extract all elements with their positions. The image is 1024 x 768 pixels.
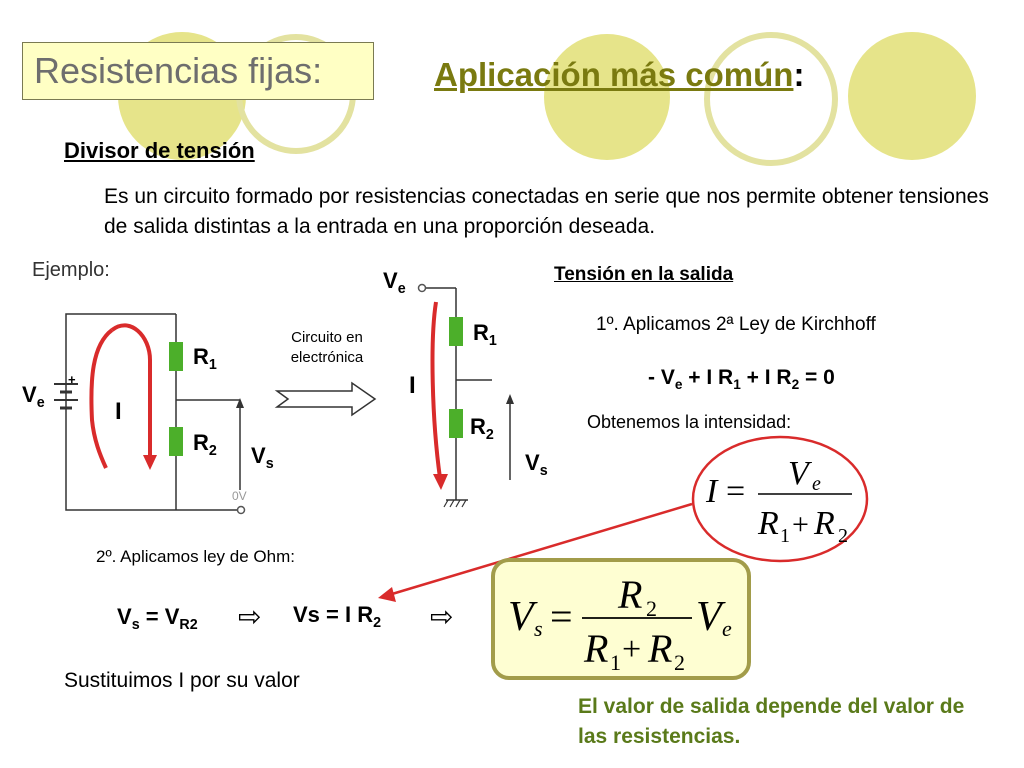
step1-text: 1º. Aplicamos 2ª Ley de Kirchhoff: [596, 314, 876, 335]
output-heading: Tensión en la salida: [554, 264, 734, 285]
right-r2-label: [470, 414, 494, 443]
f1-eq: =: [726, 473, 746, 510]
ohm-equation-2: [293, 602, 381, 631]
right-r1-text: R: [473, 320, 489, 345]
kirch-p1: - V: [648, 366, 675, 389]
substitute-text: Sustituimos I por su valor: [64, 669, 300, 692]
transform-label: Circuito en electrónica: [290, 329, 364, 366]
f2-eq: =: [550, 594, 573, 639]
left-ve-label: [22, 382, 45, 411]
left-vs-text: V: [251, 443, 266, 468]
left-r2-text: R: [193, 430, 209, 455]
left-r1-label: [193, 344, 217, 373]
intensity-label: Obtenemos la intensidad:: [587, 412, 792, 432]
right-r2-sub: 2: [485, 427, 494, 443]
transform-arrow: [277, 383, 375, 415]
kirch-s2: 1: [733, 376, 741, 392]
description-text: Es un circuito formado por resistencias conectadas en serie que nos permite obtener tensiones de salida distintas a la entrada en una proporción deseada.: [104, 185, 989, 238]
right-r1-sub: 1: [488, 333, 497, 349]
kirch-s3: 2: [791, 376, 800, 392]
f2-den1-sub: 1: [610, 650, 621, 674]
ohm2-a-sub: 2: [373, 615, 382, 631]
f2-mult-sub: e: [722, 616, 732, 641]
left-r2-sub: 2: [208, 443, 217, 459]
f1-den1: R: [758, 505, 779, 542]
left-ve-text: V: [22, 382, 37, 407]
right-r2-text: R: [470, 414, 486, 439]
kirch-s1: e: [674, 376, 683, 392]
f1-num-sub: e: [812, 473, 821, 495]
f2-num: R: [618, 572, 643, 617]
left-ve-sub: e: [36, 395, 45, 411]
right-r2-resistor: [449, 409, 463, 438]
kirch-p3: + I R: [740, 366, 792, 389]
f1-den1-sub: 1: [780, 525, 790, 547]
ohm-equation-1: [117, 604, 198, 633]
left-current-label: I: [115, 398, 122, 425]
right-r1-resistor: [449, 317, 463, 346]
f2-lhs-sub: s: [534, 616, 543, 641]
ohm2-a: Vs = I R: [293, 602, 374, 627]
final-formula: [500, 566, 744, 674]
f2-mult: V: [696, 594, 722, 640]
f1-num: V: [788, 455, 809, 492]
kirch-p4: = 0: [799, 366, 835, 389]
ohm1-eq: = V: [139, 604, 180, 629]
left-r1-text: R: [193, 344, 209, 369]
right-r1-label: [473, 320, 497, 349]
step2-text: 2º. Aplicamos ley de Ohm:: [96, 547, 295, 566]
ground-label: 0V: [232, 489, 247, 503]
f2-den1: R: [584, 626, 609, 671]
subtitle-colon: :: [793, 56, 805, 93]
left-r2-label: [193, 430, 217, 459]
f1-den2-sub: 2: [838, 525, 848, 547]
slide-title: Resistencias fijas:: [34, 50, 323, 91]
section-heading: Divisor de tensión: [64, 138, 255, 163]
ohm1-a: V: [117, 604, 132, 629]
f2-num-sub: 2: [646, 596, 657, 621]
right-vs-sub: s: [539, 463, 548, 479]
implies-arrow-1: ⇨: [238, 600, 262, 633]
kirch-p2: + I R: [682, 366, 734, 389]
example-label: Ejemplo:: [32, 259, 110, 281]
f2-den2-sub: 2: [674, 650, 685, 674]
right-ve-text: V: [383, 268, 398, 293]
battery-plus-label: +: [68, 372, 76, 387]
intensity-formula: [700, 450, 870, 550]
f2-den2: R: [648, 626, 673, 671]
left-r1-sub: 1: [208, 357, 217, 373]
f2-lhs: V: [508, 594, 534, 640]
implies-arrow-2: ⇨: [430, 600, 454, 633]
right-ve-label: [383, 268, 406, 297]
f2-plus: +: [622, 631, 642, 668]
right-vs-label: [525, 450, 548, 479]
right-current-label: I: [409, 372, 416, 399]
conclusion-text: El valor de salida depende del valor de las resistencias.: [578, 695, 965, 748]
left-vs-sub: s: [265, 456, 274, 472]
left-r1-resistor: [169, 342, 183, 371]
subtitle-text: Aplicación más común: [434, 56, 794, 93]
right-ve-sub: e: [397, 281, 406, 297]
right-vs-text: V: [525, 450, 540, 475]
f1-plus: +: [792, 508, 809, 541]
kirchhoff-equation: [648, 366, 835, 392]
ohm1-a-sub: s: [131, 617, 140, 633]
left-r2-resistor: [169, 427, 183, 456]
f1-lhs: I: [706, 473, 718, 510]
ohm1-b-sub: R2: [179, 617, 198, 633]
f1-den2: R: [814, 505, 835, 542]
left-vs-label: [251, 443, 274, 472]
